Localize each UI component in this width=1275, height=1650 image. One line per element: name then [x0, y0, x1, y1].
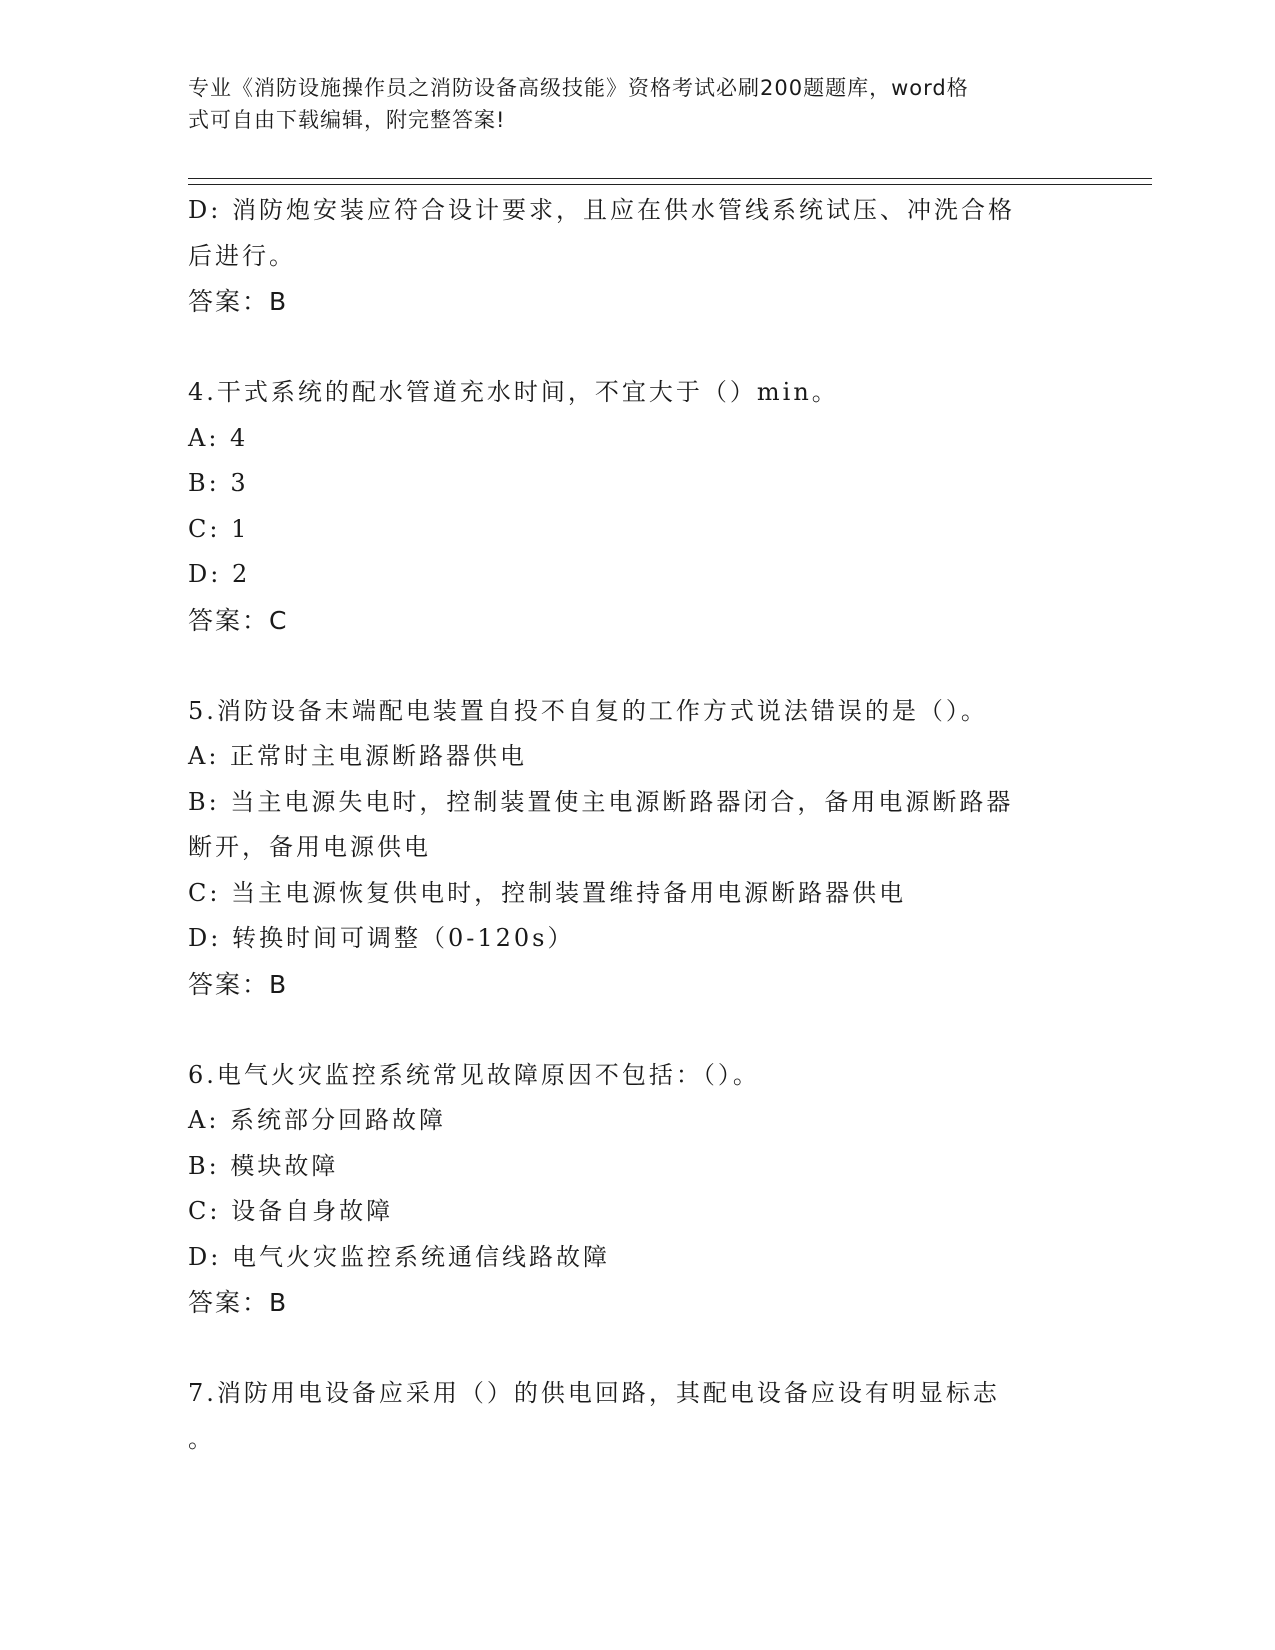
question-5-option-b: B: 当主电源失电时，控制装置使主电源断路器闭合，备用电源断路器 [188, 787, 1014, 816]
question-4-option-d: D: 2 [188, 560, 251, 588]
question-6 [188, 1053, 1088, 1326]
spacer [188, 325, 1088, 371]
question-5-option-d: D: 转换时间可调整（0-120s） [188, 924, 575, 952]
question-6-answer: 答案：B [188, 1288, 289, 1317]
question-7-stem: 7.消防用电设备应采用（）的供电回路，其配电设备应设有明显标志 [188, 1379, 1000, 1407]
question-list [188, 188, 1088, 1462]
question-4-answer: 答案：C [188, 605, 289, 635]
question-5 [188, 689, 1088, 1008]
question-7-stem-cont: 。 [188, 1424, 215, 1453]
page-header [188, 72, 1088, 136]
question-3-option-d: D: 消防炮安装应符合设计要求，且应在供水管线系统试压、冲洗合格 [188, 196, 1015, 224]
question-6-stem: 6.电气火灾监控系统常见故障原因不包括：（）。 [188, 1060, 760, 1089]
header-line-2: 式可自由下载编辑，附完整答案! [188, 108, 506, 132]
spacer [188, 1007, 1088, 1053]
question-5-option-c: C: 当主电源恢复供电时，控制装置维持备用电源断路器供电 [188, 878, 907, 907]
question-3-option-d-cont: 后进行。 [188, 241, 296, 270]
question-6-option-a: A: 系统部分回路故障 [188, 1106, 447, 1134]
header-line-1: 专业《消防设施操作员之消防设备高级技能》资格考试必刷200题题库，word格 [188, 76, 969, 100]
question-3-tail [188, 188, 1088, 325]
question-5-option-b-cont: 断开，备用电源供电 [188, 833, 431, 861]
question-6-option-b: B: 模块故障 [188, 1151, 339, 1180]
header-divider [188, 178, 1152, 185]
question-6-option-d: D: 电气火灾监控系统通信线路故障 [188, 1242, 610, 1271]
question-6-option-c: C: 设备自身故障 [188, 1197, 394, 1225]
question-5-option-a: A: 正常时主电源断路器供电 [188, 742, 528, 770]
question-5-answer: 答案：B [188, 969, 289, 999]
question-4-stem: 4.干式系统的配水管道充水时间，不宜大于（）min。 [188, 378, 839, 406]
question-4 [188, 370, 1088, 643]
question-5-stem: 5.消防设备末端配电装置自投不自复的工作方式说法错误的是（）。 [188, 696, 988, 725]
spacer [188, 643, 1088, 689]
question-4-option-c: C: 1 [188, 514, 250, 543]
spacer [188, 1326, 1088, 1372]
question-7 [188, 1371, 1088, 1462]
question-4-option-a: A: 4 [188, 423, 249, 452]
question-4-option-b: B: 3 [188, 469, 249, 497]
question-3-answer: 答案：B [188, 287, 289, 316]
